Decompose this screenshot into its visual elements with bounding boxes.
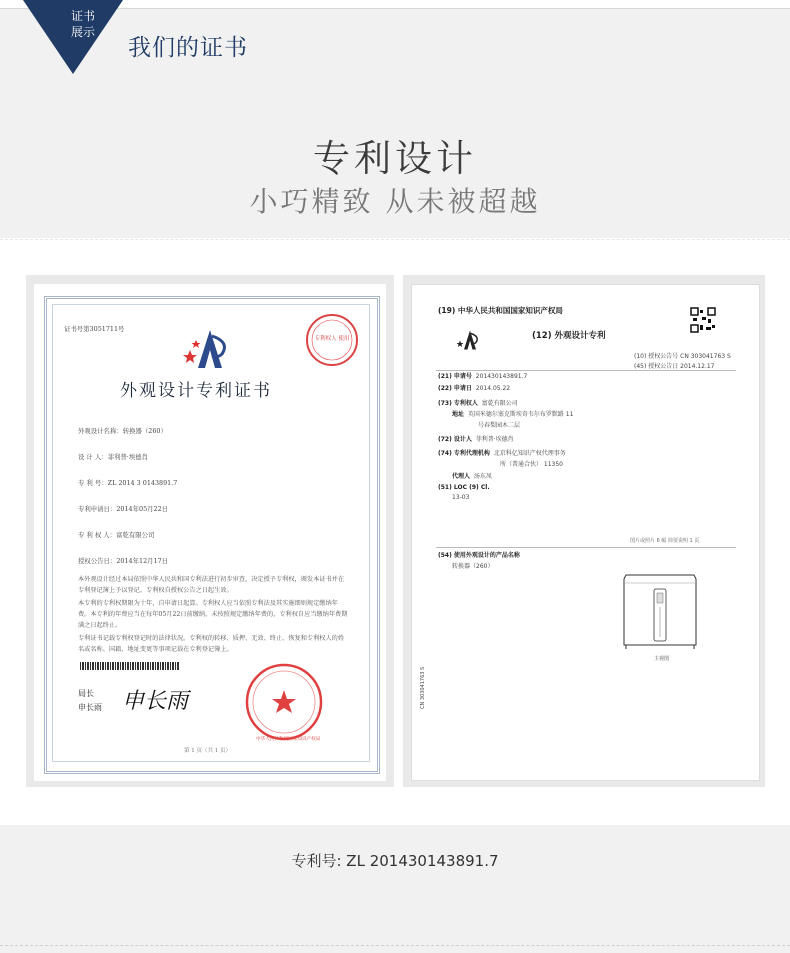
field-value: ZL 2014 3 0143891.7 xyxy=(107,479,178,487)
doc-row-value: 号春梨园木二层 xyxy=(478,422,521,429)
qr-code-icon xyxy=(690,307,716,333)
publication-number: (10) 授权公告号 CN 303041763 S xyxy=(634,353,731,360)
field-label: 专利申请日： xyxy=(78,505,117,513)
signature: 申长雨 xyxy=(122,689,189,714)
doc-row xyxy=(500,459,563,468)
section-title: 我们的证书 xyxy=(128,35,248,61)
product-name: 转换器（260） xyxy=(452,563,494,570)
field-label: 专 利 号： xyxy=(78,479,108,487)
doc-row-value: 13-03 xyxy=(452,494,470,501)
doc-row xyxy=(438,484,490,491)
subtitle: 小巧精致 从未被超越 xyxy=(249,185,541,218)
issuing-office: (19) 中华人民共和国国家知识产权局 xyxy=(438,306,563,315)
field-value: 2014年12月17日 xyxy=(116,557,169,565)
doc-row-label: (73) 专利权人 xyxy=(438,400,478,407)
doc-row-label: 代理人 xyxy=(452,473,471,480)
field-row xyxy=(78,556,168,565)
sipo-logo-icon xyxy=(456,327,484,353)
patent-certificate xyxy=(34,284,386,781)
certificate-title: 外观设计专利证书 xyxy=(120,381,272,401)
doc-row xyxy=(478,420,520,429)
field-value: 转换器（260） xyxy=(122,427,167,435)
doc-row xyxy=(438,383,510,392)
doc-row-value: 2014.05.22 xyxy=(475,385,511,392)
signature-label-name: 申长雨 xyxy=(78,703,102,712)
certificate-paragraph: 本外观设计经过本局依照中华人民共和国专利法进行初步审查，决定授予专利权，颁发本证书并在专利登记簿上予以登记。专利权自授权公告之日起生效。 xyxy=(78,576,345,594)
field-row xyxy=(78,504,168,513)
field-label: 专 利 权 人： xyxy=(78,531,117,539)
doc-row-label: (22) 申请日 xyxy=(438,385,472,392)
stamp-text: 专利权人 使用 xyxy=(314,336,350,342)
product-label: (54) 使用外观设计的产品名称 xyxy=(438,552,520,559)
product-front-view xyxy=(620,571,700,661)
certificate-serial: 证书号第3051711号 xyxy=(64,325,125,333)
doc-row xyxy=(438,398,518,407)
patent-document xyxy=(411,284,760,781)
main-title: 专利设计 xyxy=(313,137,477,180)
certificate-badge xyxy=(23,0,123,74)
seal-text: 中华人民共和国国家知识产权局 xyxy=(256,737,321,742)
field-value: 富乾有限公司 xyxy=(116,531,155,539)
dashed-divider xyxy=(0,239,790,240)
figure-count: 图片或照片 6 幅 简要说明 1 页 xyxy=(630,538,700,544)
doc-row-label: (72) 设计人 xyxy=(438,436,472,443)
field-row xyxy=(78,530,154,539)
field-label: 设 计 人： xyxy=(78,453,108,461)
doc-row-label: (51) LOC (9) Cl. xyxy=(438,484,490,491)
patent-number: 专利号: ZL 201430143891.7 xyxy=(291,852,499,870)
certificate-paragraph: 本专利的专利权期限为十年，自申请日起算。专利权人应当依照专利法及其实施细则规定缴纳年费。本专利的年费应当在每年05月22日前缴纳。未按照规定缴纳年费的，专利权自应当缴纳年费期满之日起终止。 xyxy=(78,600,348,629)
field-label: 外观设计名称： xyxy=(78,427,123,435)
badge-line-2: 展示 xyxy=(70,25,95,39)
field-row xyxy=(78,426,167,435)
barcode xyxy=(80,662,180,670)
publication-date: (45) 授权公告日 2014.12.17 xyxy=(634,363,715,370)
doc-row-value: 汤东凤 xyxy=(473,473,492,480)
doc-row-value: 菲利普·埃德肖 xyxy=(475,436,514,443)
doc-row-value: 英国米德尔塞克斯埃奇韦尔布罗默路 11 xyxy=(467,411,574,418)
bottom-divider xyxy=(0,945,790,946)
doc-row-value: 201430143891.7 xyxy=(475,373,528,380)
doc-row xyxy=(452,471,492,480)
doc-row xyxy=(438,448,566,457)
doc-row-label: 地址 xyxy=(452,411,465,418)
doc-row-value: 北京科亿知识产权代理事务 xyxy=(493,450,566,457)
badge-line-1: 证书 xyxy=(70,9,95,23)
doc-row xyxy=(438,434,514,443)
side-code: CN 303041763 S xyxy=(420,666,426,709)
doc-row xyxy=(438,371,527,380)
field-label: 授权公告日： xyxy=(78,557,117,565)
sipo-logo-icon xyxy=(182,328,238,370)
official-seal xyxy=(244,662,324,742)
field-value: 菲利普·埃德肖 xyxy=(107,453,149,461)
certificate-page: 第 1 页（共 1 页） xyxy=(184,748,231,754)
document-kind: (12) 外观设计专利 xyxy=(532,331,606,341)
signature-label-director: 局长 xyxy=(78,689,94,698)
doc-row-label: (21) 申请号 xyxy=(438,373,472,380)
doc-row-value: 富乾有限公司 xyxy=(481,400,518,407)
field-value: 2014年05月22日 xyxy=(116,505,169,513)
doc-row-label: (74) 专利代理机构 xyxy=(438,450,490,457)
field-row xyxy=(78,478,177,487)
doc-row xyxy=(452,409,573,418)
certificate-paragraph: 专利证书记载专利权登记时的法律状况。专利权的转移、质押、无效、终止、恢复和专利权人的姓名或名称、国籍、地址变更等事项记载在专利登记簿上。 xyxy=(78,635,345,653)
doc-row xyxy=(452,494,469,501)
view-caption: 主视图 xyxy=(654,656,670,662)
divider xyxy=(436,547,736,548)
field-row xyxy=(78,452,148,461)
doc-row-value: 所（普通合伙） 11350 xyxy=(500,461,563,468)
